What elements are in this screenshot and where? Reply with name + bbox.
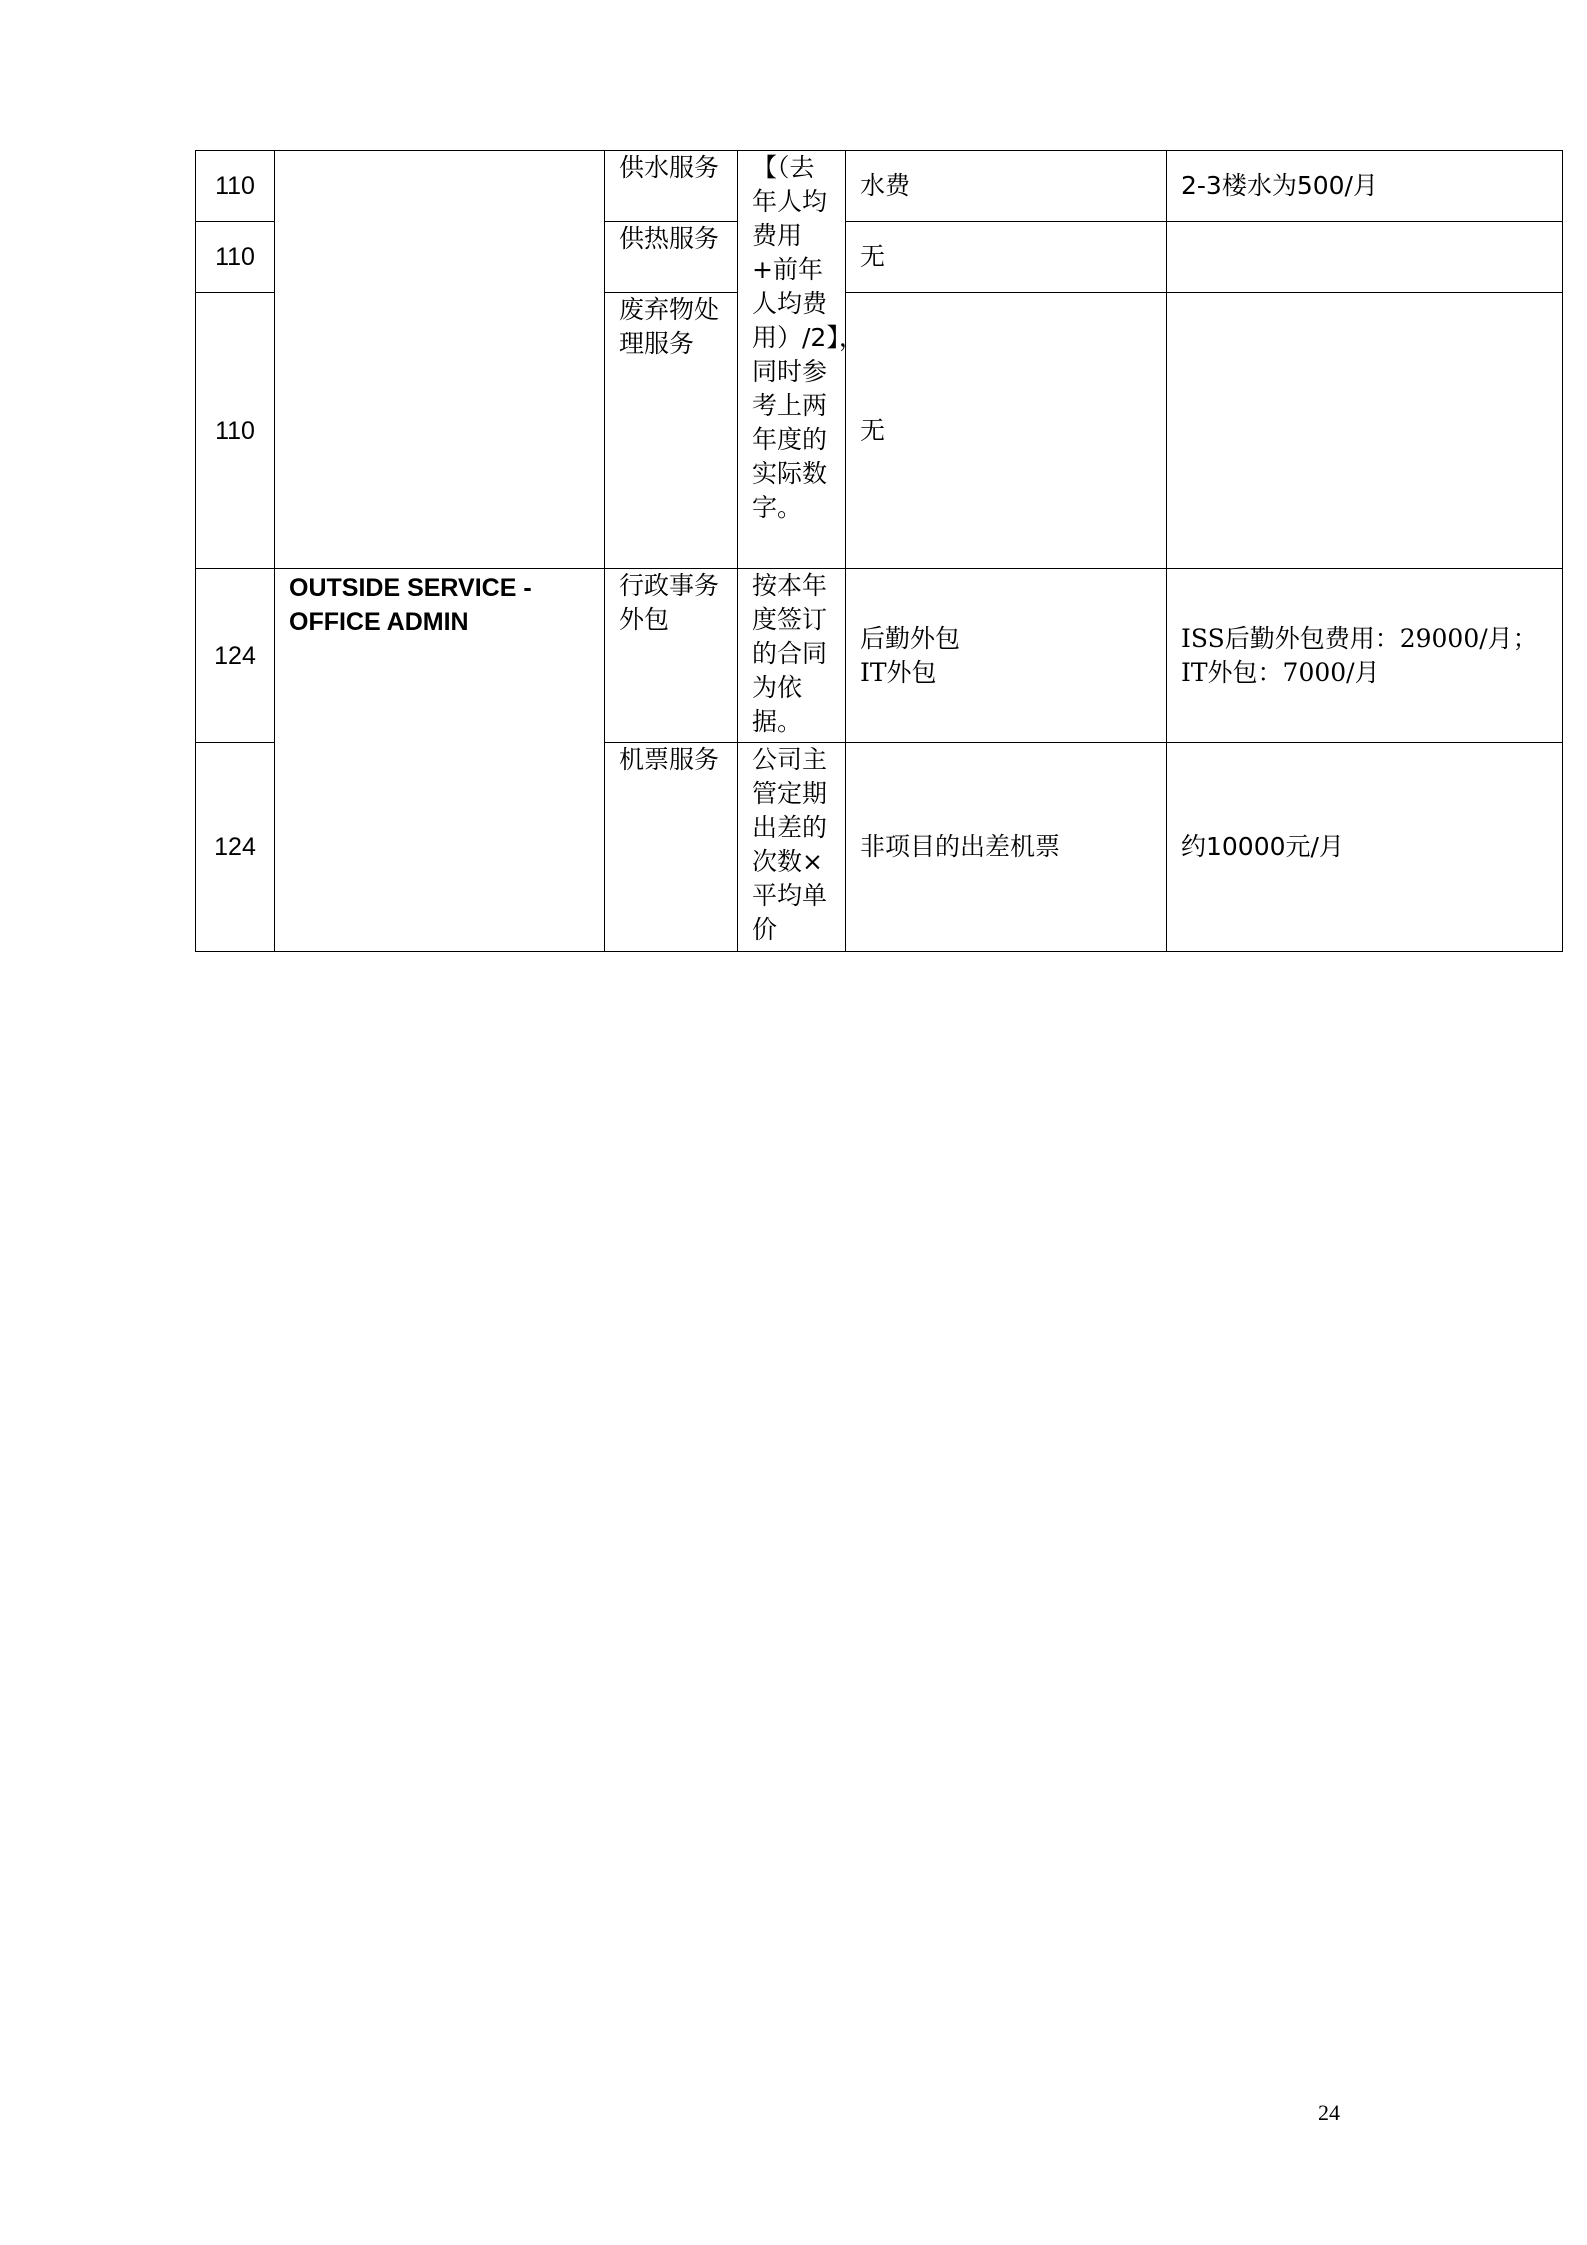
table-row (196, 569, 1563, 743)
service-name: 供热服务 (605, 222, 738, 293)
page-number: 24 (1318, 2100, 1340, 2125)
service-name: 废弃物处理服务 (605, 293, 738, 569)
calculation-basis: 公司主管定期出差的次数×平均单价 (738, 743, 846, 952)
account-code: 124 (196, 743, 275, 952)
cost-item-line: IT外包 (860, 657, 937, 687)
cost-note (1167, 293, 1563, 569)
cost-item (846, 569, 1167, 743)
category-name: OUTSIDE SERVICE - OFFICE ADMIN (275, 569, 605, 952)
calculation-basis: 按本年度签订的合同为依据。 (738, 569, 846, 743)
account-code: 110 (196, 151, 275, 222)
account-code: 124 (196, 569, 275, 743)
account-code: 110 (196, 293, 275, 569)
cost-note: 2-3楼水为500/月 (1167, 151, 1563, 222)
cost-item: 无 (846, 222, 1167, 293)
cost-note-line: IT外包：7000/月 (1181, 657, 1380, 687)
cost-note: 约10000元/月 (1167, 743, 1563, 952)
cost-note (1167, 569, 1563, 743)
cost-note (1167, 222, 1563, 293)
category-cell-empty (275, 151, 605, 569)
cost-item: 水费 (846, 151, 1167, 222)
service-name: 机票服务 (605, 743, 738, 952)
calculation-basis: 【（去年人均费用+前年人均费用）/2】，同时参考上两年度的实际数字。 (738, 151, 846, 569)
cost-note-line: ISS后勤外包费用：29000/月； (1181, 623, 1538, 653)
cost-item: 非项目的出差机票 (846, 743, 1167, 952)
account-code: 110 (196, 222, 275, 293)
cost-item: 无 (846, 293, 1167, 569)
cost-item-line: 后勤外包 (860, 623, 961, 653)
table-row (196, 151, 1563, 222)
service-name: 供水服务 (605, 151, 738, 222)
cost-table (195, 150, 1563, 952)
service-name: 行政事务外包 (605, 569, 738, 743)
